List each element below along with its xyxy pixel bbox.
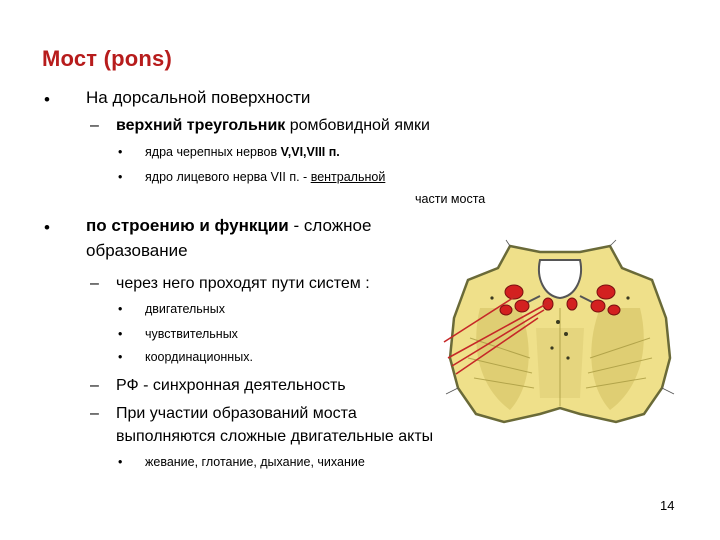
nucleus-left-lower [500,305,512,315]
nucleus-right-upper [597,285,615,299]
bullet-facial-nucleus [145,170,385,184]
bullet-structure-function [86,216,371,236]
pons-cross-section-illustration [440,238,680,438]
structure-function-bold: по строению и функции [86,216,289,235]
dash-marker: – [90,377,99,394]
cranial-nuclei-bold: V,VI,VIII п. [280,145,340,159]
complex-acts-continuation: выполняются сложные двигательные акты [116,428,434,445]
dash-marker: – [90,405,99,422]
nucleus-left-mid [515,300,529,312]
bullet-marker: • [118,145,123,159]
bullet-marker: • [118,350,123,364]
bullet-marker: • [44,90,50,109]
bullet-coordination: координационных. [145,350,253,364]
bullet-marker: • [118,302,123,316]
bullet-marker: • [44,218,50,237]
upper-triangle-text: ромбовидной ямки [285,117,430,134]
slide-title: Мост (pons) [42,46,172,71]
bullet-motor: двигательных [145,302,225,316]
cranial-nuclei-text: ядра черепных нервов [145,145,281,159]
bullet-cranial-nuclei [145,145,340,159]
nucleus-right-mid [591,300,605,312]
dash-marker: – [90,117,99,134]
upper-triangle-bold: верхний треугольник [116,117,286,134]
bullet-dorsal-surface: На дорсальной поверхности [86,88,311,107]
nucleus-right-lower [608,305,620,315]
bullet-complex-acts: При участии образований моста [116,405,357,422]
facial-nucleus-continuation: части моста [415,192,486,206]
bullet-upper-triangle [116,117,430,135]
nucleus-center-right [567,298,577,310]
bullet-marker: • [118,455,123,469]
bullet-marker: • [118,170,123,184]
page-number: 14 [660,498,675,513]
facial-nucleus-underline: вентральной [310,170,386,184]
bullet-marker: • [118,327,123,341]
bullet-pathways: через него проходят пути систем : [116,275,370,292]
structure-function-continuation: образование [86,241,188,260]
bullet-reticular-formation: РФ - синхронная деятельность [116,377,346,394]
bullet-sensory: чувствительных [145,327,238,341]
structure-function-text: - сложное [288,216,372,235]
facial-nucleus-text: ядро лицевого нерва VII п. - [145,170,311,184]
bullet-chewing-etc: жевание, глотание, дыхание, чихание [145,455,365,469]
dash-marker: – [90,275,99,292]
